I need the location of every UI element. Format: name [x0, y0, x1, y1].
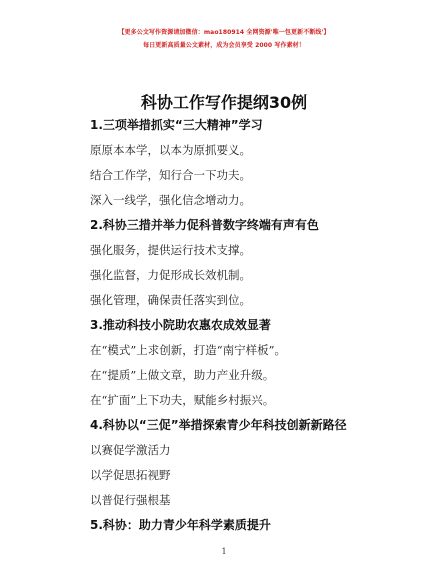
- promo-banner-line2: 每日更新高质量公文素材，成为会员享受 2000 写作素材！: [143, 42, 305, 49]
- page-number: 1: [221, 547, 227, 556]
- body-line: 强化监督，力促形成长效机制。: [90, 268, 251, 282]
- section-heading: 2.科协三措并举力促科普数字终端有声有色: [90, 218, 319, 232]
- section-heading: 5.科协：助力青少年科学素质提升: [90, 518, 271, 532]
- body-line: 结合工作学，知行合一下功夫。: [90, 168, 251, 182]
- section-heading: 3.推动科技小院助农惠农成效显著: [90, 318, 271, 332]
- promo-banner-line1: 【更多公文写作资源请加微信：mao180914 全网资源'唯一包更新不断线'】: [118, 29, 330, 36]
- body-line: 以学促思拓视野: [90, 468, 171, 482]
- document-title: 科协工作写作提纲30例: [140, 93, 308, 112]
- body-line: 强化服务，提供运行技术支撑。: [90, 243, 251, 257]
- document-body: [90, 113, 410, 538]
- body-line: 以普促行强根基: [90, 493, 171, 507]
- body-line: 深入一线学，强化信念增动力。: [90, 193, 251, 207]
- body-line: 在“提质”上做文章，助力产业升级。: [90, 368, 275, 382]
- section-heading: 4.科协以“三促”举措探索青少年科技创新新路径: [90, 418, 347, 432]
- body-line: 在“扩面”上下功夫，赋能乡村振兴。: [90, 393, 275, 407]
- body-line: 强化管理，确保责任落实到位。: [90, 293, 251, 307]
- body-line: 以赛促学激活力: [90, 443, 171, 457]
- body-line: 在“模式”上求创新，打造“南宁样板”。: [90, 343, 287, 357]
- section-heading: 1.三项举措抓实“三大精神”学习: [90, 118, 263, 132]
- body-line: 原原本本学，以本为原抓要义。: [90, 143, 251, 157]
